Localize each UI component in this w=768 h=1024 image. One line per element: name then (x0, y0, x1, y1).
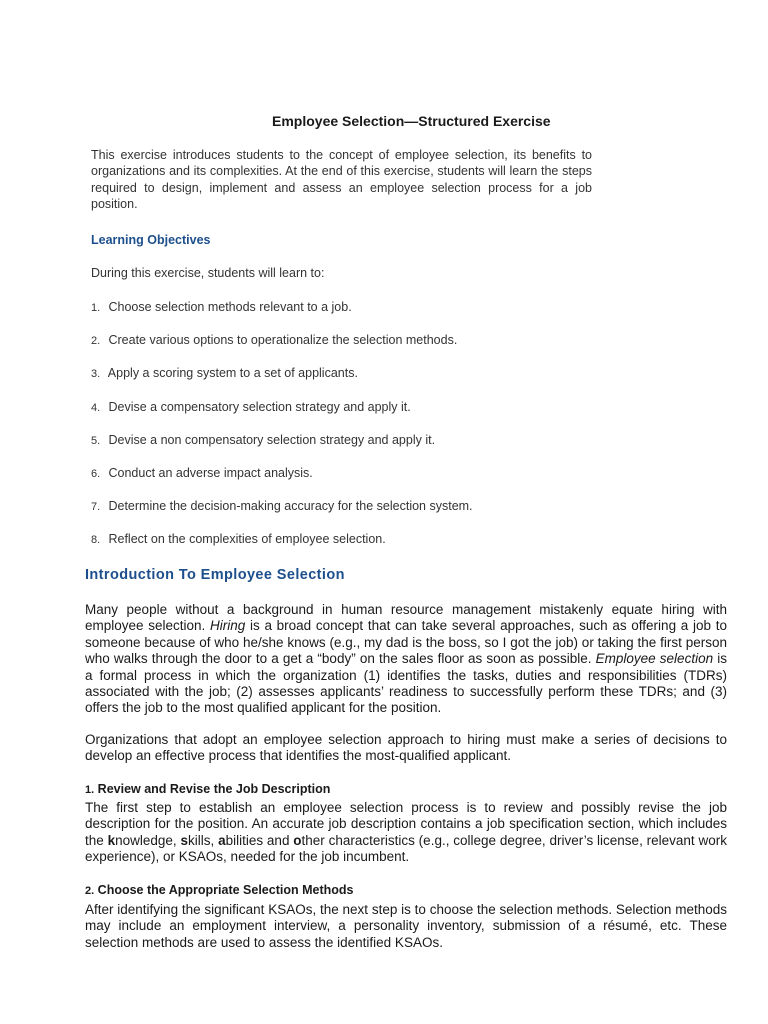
step-number: 2. (85, 885, 95, 897)
objective-text: Create various options to operationalize the selection methods. (108, 333, 458, 348)
objective-item (91, 333, 473, 366)
hiring-definition-paragraph (85, 602, 727, 717)
objective-text: Choose selection methods relevant to a job. (108, 300, 352, 314)
step-2-paragraph: After identifying the significant KSAOs, the next step is to choose the selection methods. Selection methods may include an employment interview, a personality inventory, submission of a résumé, etc. These selection methods are used to assess the identified KSAOs. (85, 902, 727, 950)
objective-number: 4. (91, 401, 101, 414)
objective-item (91, 433, 473, 466)
objective-item (91, 466, 473, 499)
objective-number: 8. (91, 534, 101, 547)
objective-number: 7. (91, 501, 101, 514)
objective-text: Determine the decision-making accuracy for the selection system. (108, 499, 473, 514)
objective-item (91, 300, 473, 333)
text-run: bilities and (225, 832, 294, 848)
objective-text: Devise a non compensatory selection strategy and apply it. (108, 432, 436, 447)
bold-letter: s (180, 832, 188, 848)
objective-item (91, 400, 473, 433)
objective-number: 2. (91, 335, 101, 348)
step-title: Choose the Appropriate Selection Methods (94, 883, 354, 897)
section-heading: Introduction To Employee Selection (85, 567, 345, 583)
bold-letter: k (107, 832, 116, 848)
step-2-heading (85, 883, 353, 897)
document-title: Employee Selection—Structured Exercise (272, 113, 551, 129)
learning-objectives-list (91, 300, 473, 566)
objective-text: Apply a scoring system to a set of applicants. (107, 366, 358, 381)
step-1-paragraph (85, 800, 727, 866)
bold-letter: o (293, 832, 302, 848)
objective-text: Devise a compensatory selection strategy and apply it. (108, 399, 411, 414)
objective-item (91, 366, 473, 399)
objective-text: Reflect on the complexities of employee selection. (108, 532, 386, 547)
bold-letter: a (218, 832, 226, 848)
italic-term-hiring: Hiring (210, 618, 246, 634)
text-run: is a formal process in which the organization (1) identifies the tasks, duties and responsibilities (TDRs) associated with the job; (2) assesses applicants’ readiness to successfully perform these TDRs; and (3) offers the job to the most qualified applicant for the position. (85, 651, 727, 716)
organizations-paragraph: Organizations that adopt an employee selection approach to hiring must make a series of decisions to develop an effective process that identifies the most-qualified applicant. (85, 732, 727, 764)
step-number: 1. (85, 784, 95, 796)
objective-number: 3. (91, 368, 101, 381)
text-run: kills, (188, 832, 219, 848)
italic-term-employee-selection: Employee selection (595, 651, 714, 667)
learning-objectives-heading: Learning Objectives (91, 233, 211, 247)
step-title: Review and Revise the Job Description (94, 782, 331, 796)
step-1-heading (85, 782, 330, 796)
objective-number: 1. (91, 302, 101, 314)
objective-item (91, 532, 473, 565)
text-run: is a broad concept that can take several approaches, such as offering a job to someone because of who he/she knows (e.g., my dad is the boss, so I got the job) or taking the first person who walks through the door to a get a “body” on the sales floor as soon as possible. (85, 618, 727, 667)
objective-item (91, 499, 473, 532)
text-run: The first step to establish an employee selection process is to review and possibly revise the job description for the position. An accurate job description contains a job specification section, which includes the (85, 800, 727, 848)
text-run: nowledge, (115, 832, 181, 848)
objective-number: 5. (91, 434, 101, 447)
objective-text: Conduct an adverse impact analysis. (108, 465, 313, 480)
text-run: ther characteristics (e.g., college degree, driver’s license, relevant work experience), or KSAOs, needed for the job incumbent. (85, 832, 727, 865)
text-run: Many people without a background in human resource management mistakenly equate hiring with employee selection. (85, 602, 727, 634)
learning-objectives-lead: During this exercise, students will learn to: (91, 266, 325, 280)
objective-number: 6. (91, 467, 101, 480)
intro-paragraph: This exercise introduces students to the concept of employee selection, its benefits to organizations and its complexities. At the end of this exercise, students will learn the steps required to design, implement and assess an employee selection process for a job position. (91, 148, 592, 211)
